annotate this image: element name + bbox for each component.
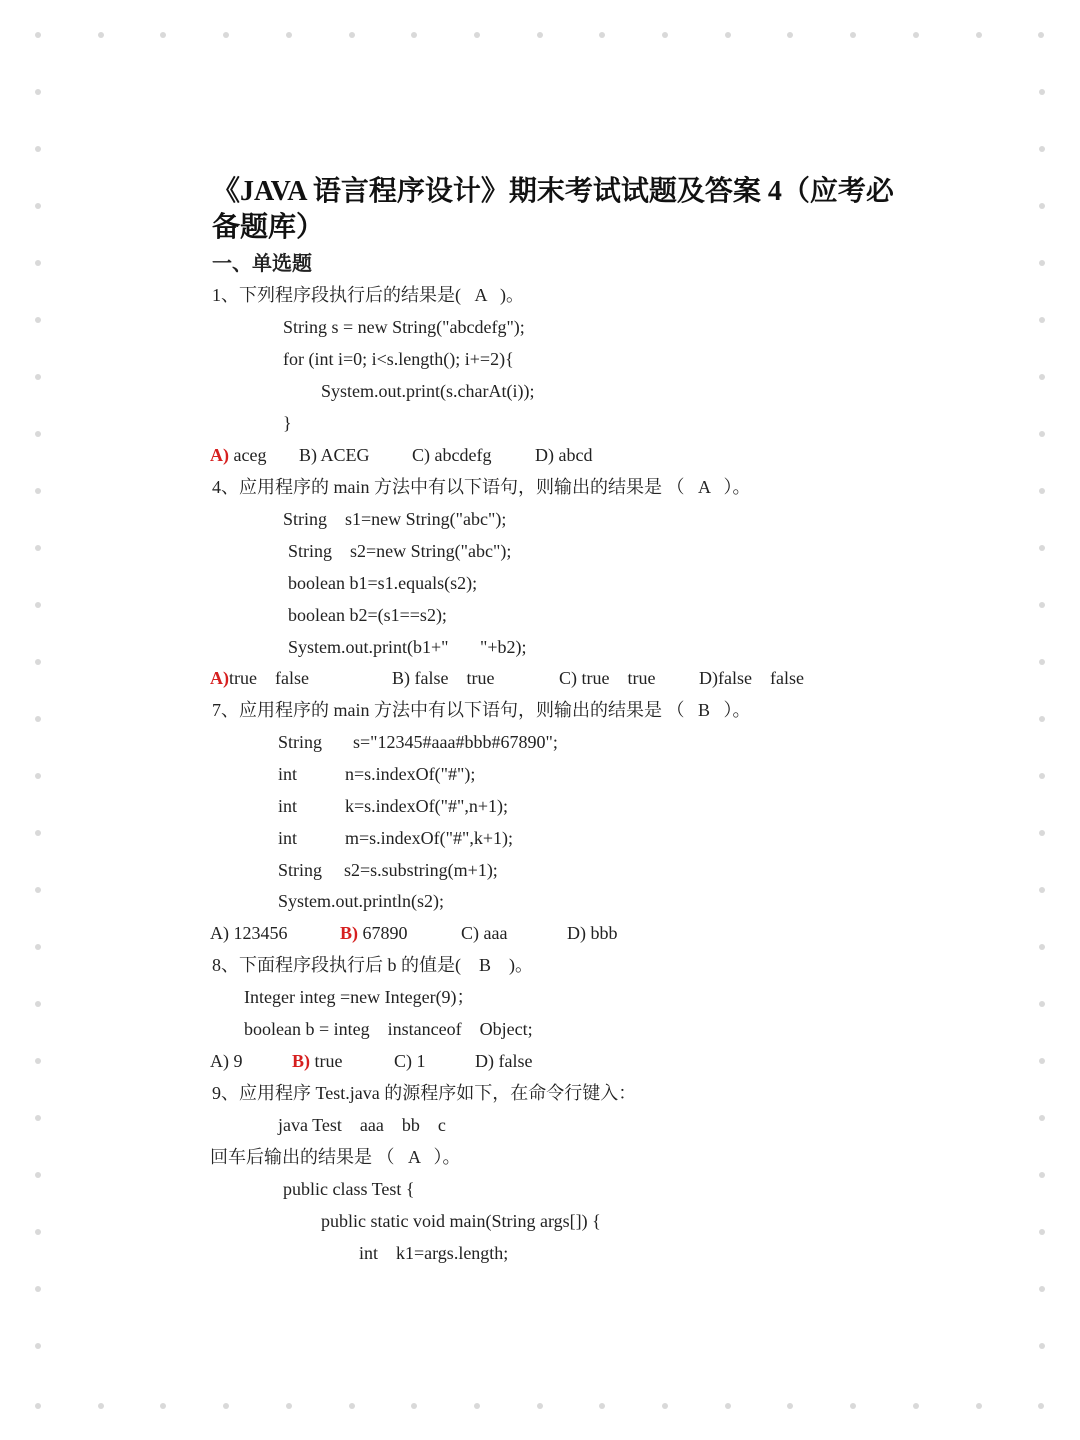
- code-line-type: int: [278, 796, 298, 816]
- code-line-body: s="12345#aaa#bbb#67890";: [353, 732, 558, 752]
- option-text: aceg: [229, 445, 267, 465]
- page-title: 《JAVA 语言程序设计》期末考试试题及答案 4（应考必备题库）: [212, 176, 894, 243]
- code-line-body: s2=s.substring(m+1);: [344, 860, 498, 880]
- option-key: D): [567, 923, 586, 943]
- border-dot: [35, 1058, 41, 1064]
- option-a: [210, 666, 309, 690]
- option-text: false: [494, 1051, 533, 1071]
- border-dot: [1039, 317, 1045, 323]
- border-dot: [35, 431, 41, 437]
- border-dot: [35, 1229, 41, 1235]
- border-dot: [35, 1001, 41, 1007]
- option-text: abcd: [554, 445, 593, 465]
- border-dot: [35, 545, 41, 551]
- option-d: [535, 443, 592, 467]
- option-key: C): [412, 445, 430, 465]
- option-key: B): [299, 445, 317, 465]
- option-c: [394, 1049, 426, 1073]
- question-7-stem: 7、应用程序的 main 方法中有以下语句，则输出的结果是 （ B ）。: [212, 700, 751, 720]
- border-dot: [725, 1403, 731, 1409]
- border-dot: [35, 146, 41, 152]
- code-line: public class Test {: [283, 1179, 415, 1199]
- border-dot: [1039, 773, 1045, 779]
- border-dot: [35, 659, 41, 665]
- answer-key: B): [340, 923, 358, 943]
- option-text: bbb: [586, 923, 618, 943]
- border-dot: [223, 1403, 229, 1409]
- answer-key: B): [292, 1051, 310, 1071]
- border-dot: [35, 1115, 41, 1121]
- option-b: [392, 666, 494, 690]
- border-dot: [599, 1403, 605, 1409]
- option-d: [699, 666, 804, 690]
- border-dot: [35, 374, 41, 380]
- option-key: C): [461, 923, 479, 943]
- border-dot: [1039, 944, 1045, 950]
- option-key: B): [392, 668, 410, 688]
- border-dot: [35, 1343, 41, 1349]
- question-4-stem: 4、应用程序的 main 方法中有以下语句，则输出的结果是 （ A ）。: [212, 477, 751, 497]
- question-9-stem: 9、应用程序 Test.java 的源程序如下，在命令行键入：: [212, 1083, 637, 1103]
- option-text: 67890: [358, 923, 408, 943]
- border-dot: [160, 1403, 166, 1409]
- border-dot: [1039, 1286, 1045, 1292]
- option-text: 1: [412, 1051, 426, 1071]
- border-dot: [787, 1403, 793, 1409]
- answer-key: A): [210, 445, 229, 465]
- border-dot: [160, 32, 166, 38]
- border-dot: [35, 944, 41, 950]
- border-dot: [35, 32, 41, 38]
- option-c: [461, 921, 507, 945]
- border-dot: [411, 32, 417, 38]
- border-dot: [1039, 1229, 1045, 1235]
- code-line: boolean b1=s1.equals(s2);: [288, 573, 478, 593]
- command-line: java Test aaa bb c: [278, 1115, 446, 1135]
- code-line: String s2=new String("abc");: [288, 541, 512, 561]
- code-line-type: int: [278, 828, 298, 848]
- border-dot: [537, 1403, 543, 1409]
- option-a: [210, 443, 266, 467]
- border-dot: [35, 1403, 41, 1409]
- option-a: [210, 1049, 243, 1073]
- code-line-type: String: [278, 860, 323, 880]
- code-line: boolean b2=(s1==s2);: [288, 605, 447, 625]
- border-dot: [35, 1172, 41, 1178]
- border-dot: [223, 32, 229, 38]
- code-line-body: n=s.indexOf("#");: [345, 764, 476, 784]
- border-dot: [1039, 488, 1045, 494]
- section-heading: 一、单选题: [212, 253, 312, 275]
- border-dot: [1039, 1001, 1045, 1007]
- border-dot: [913, 32, 919, 38]
- code-line: boolean b = integ instanceof Object;: [244, 1019, 533, 1039]
- border-dot: [1039, 1058, 1045, 1064]
- border-dot: [349, 32, 355, 38]
- answer-key: A): [210, 668, 229, 688]
- option-text: aaa: [479, 923, 508, 943]
- code-line: String s = new String("abcdefg");: [283, 317, 525, 337]
- code-line-type: int: [278, 764, 298, 784]
- option-key: A): [210, 923, 229, 943]
- option-a: [210, 921, 288, 945]
- border-dot: [35, 602, 41, 608]
- code-line: System.out.print(b1+" "+b2);: [288, 637, 527, 657]
- border-dot: [1039, 146, 1045, 152]
- option-d: [475, 1049, 532, 1073]
- border-dot: [474, 1403, 480, 1409]
- border-dot: [35, 260, 41, 266]
- border-dot: [35, 830, 41, 836]
- option-text: 123456: [229, 923, 288, 943]
- border-dot: [35, 1286, 41, 1292]
- border-dot: [850, 1403, 856, 1409]
- option-key: D): [535, 445, 554, 465]
- border-dot: [1038, 1403, 1044, 1409]
- border-dot: [537, 32, 543, 38]
- border-dot: [662, 1403, 668, 1409]
- question-1-stem: 1、下列程序段执行后的结果是( A )。: [212, 285, 524, 305]
- question-8-stem: 8、下面程序段执行后 b 的值是( B )。: [212, 955, 533, 975]
- option-key: D): [475, 1051, 494, 1071]
- border-dot: [1039, 545, 1045, 551]
- border-dot: [725, 32, 731, 38]
- border-dot: [35, 887, 41, 893]
- border-dot: [1039, 431, 1045, 437]
- option-c: [412, 443, 491, 467]
- border-dot: [1039, 1172, 1045, 1178]
- border-dot: [1039, 203, 1045, 209]
- code-line-body: k=s.indexOf("#",n+1);: [345, 796, 508, 816]
- border-dot: [662, 32, 668, 38]
- code-line-type: System.out.println(s2);: [278, 891, 444, 911]
- code-line: System.out.print(s.charAt(i));: [321, 381, 535, 401]
- border-dot: [1039, 830, 1045, 836]
- border-dot: [976, 1403, 982, 1409]
- border-dot: [1039, 260, 1045, 266]
- border-dot: [1038, 32, 1044, 38]
- option-text: ACEG: [317, 445, 370, 465]
- border-dot: [1039, 887, 1045, 893]
- border-dot: [474, 32, 480, 38]
- border-dot: [599, 32, 605, 38]
- option-b: [340, 921, 408, 945]
- option-text: true: [310, 1051, 343, 1071]
- code-line: String s1=new String("abc");: [283, 509, 507, 529]
- border-dot: [976, 32, 982, 38]
- option-key: D): [699, 668, 718, 688]
- border-dot: [850, 32, 856, 38]
- border-dot: [787, 32, 793, 38]
- option-text: abcdefg: [430, 445, 492, 465]
- option-key: C): [394, 1051, 412, 1071]
- border-dot: [35, 773, 41, 779]
- option-key: C): [559, 668, 577, 688]
- option-text: true false: [229, 668, 309, 688]
- code-line: public static void main(String args[]) {: [321, 1211, 601, 1231]
- option-c: [559, 666, 655, 690]
- border-dot: [411, 1403, 417, 1409]
- border-dot: [98, 1403, 104, 1409]
- border-dot: [286, 1403, 292, 1409]
- border-dot: [1039, 716, 1045, 722]
- border-dot: [35, 716, 41, 722]
- option-text: 9: [229, 1051, 243, 1071]
- border-dot: [35, 317, 41, 323]
- border-dot: [913, 1403, 919, 1409]
- border-dot: [98, 32, 104, 38]
- border-dot: [1039, 89, 1045, 95]
- border-dot: [286, 32, 292, 38]
- border-dot: [1039, 602, 1045, 608]
- code-line: int k1=args.length;: [359, 1243, 509, 1263]
- option-text: true true: [577, 668, 656, 688]
- option-d: [567, 921, 618, 945]
- code-line-body: m=s.indexOf("#",k+1);: [345, 828, 513, 848]
- border-dot: [1039, 1115, 1045, 1121]
- option-key: A): [210, 1051, 229, 1071]
- border-dot: [1039, 374, 1045, 380]
- border-dot: [35, 203, 41, 209]
- code-line-type: String: [278, 732, 323, 752]
- option-b: [292, 1049, 342, 1073]
- border-dot: [349, 1403, 355, 1409]
- border-dot: [35, 89, 41, 95]
- code-line: }: [283, 413, 292, 433]
- option-text: false true: [410, 668, 495, 688]
- option-b: [299, 443, 370, 467]
- border-dot: [1039, 1343, 1045, 1349]
- question-9-followup: 回车后输出的结果是 （ A ）。: [210, 1147, 461, 1167]
- border-dot: [35, 488, 41, 494]
- code-line: Integer integ =new Integer(9)；: [244, 987, 475, 1007]
- code-line: for (int i=0; i<s.length(); i+=2){: [283, 349, 514, 369]
- border-dot: [1039, 659, 1045, 665]
- option-text: false false: [718, 668, 804, 688]
